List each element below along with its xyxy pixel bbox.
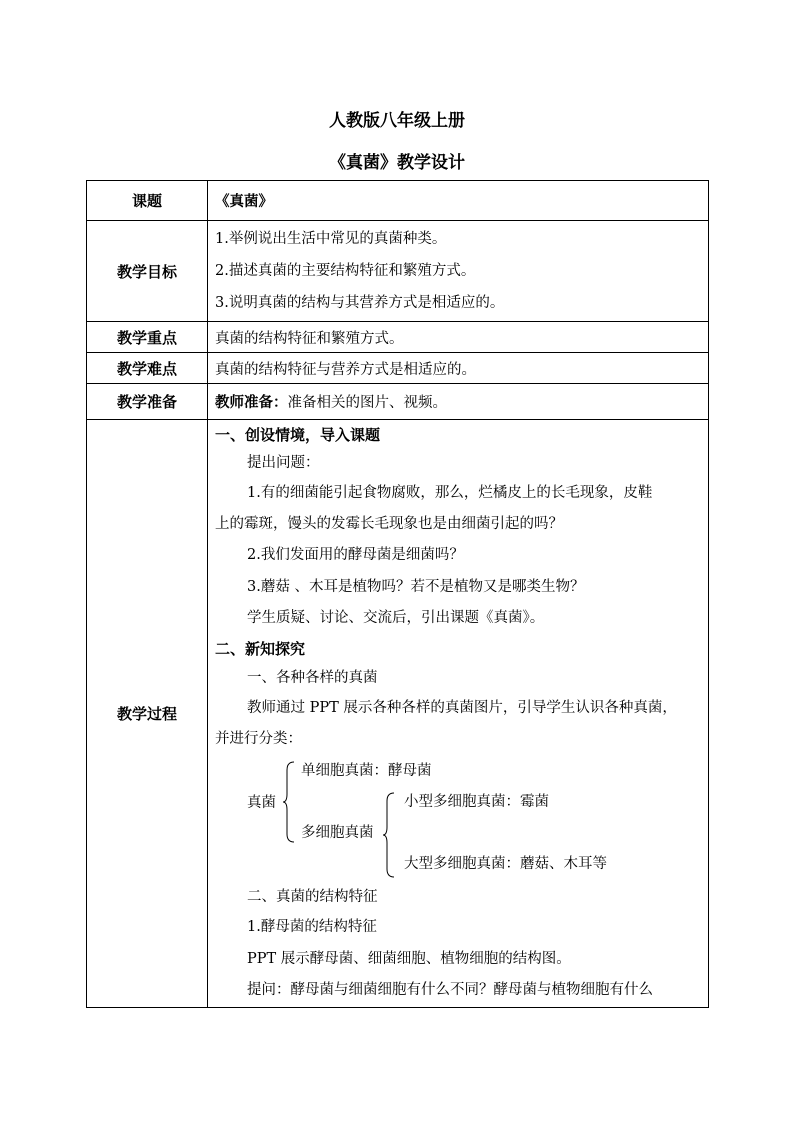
tree-small: 小型多细胞真菌：霉菌	[404, 794, 549, 810]
preparation-prefix: 教师准备：	[215, 395, 288, 411]
topic-value: 《真菌》	[208, 181, 709, 221]
row-label-preparation: 教学准备	[87, 384, 208, 420]
key-points-value: 真菌的结构特征和繁殖方式。	[208, 322, 709, 353]
tree-root: 真菌	[247, 795, 276, 811]
document-title: 人教版八年级上册	[329, 111, 465, 131]
row-label-process: 教学过程	[87, 420, 208, 1008]
preparation-value: 准备相关的图片、视频。	[287, 395, 447, 411]
row-label-key-points: 教学重点	[87, 322, 208, 353]
paragraph: 1.有的细菌能引起食物腐败，那么，烂橘皮上的长毛现象，皮鞋	[247, 485, 653, 501]
table-row-topic	[87, 181, 709, 221]
goals-cell	[208, 221, 709, 322]
paragraph: 并进行分类：	[215, 731, 302, 747]
lesson-plan-table	[86, 180, 709, 1008]
paragraph: 3.蘑菇 、木耳是植物吗？若不是植物又是哪类生物？	[247, 579, 585, 595]
subheading: 1.酵母菌的结构特征	[247, 919, 377, 935]
difficulties-value: 真菌的结构特征与营养方式是相适应的。	[208, 353, 709, 384]
row-label-difficulties: 教学难点	[87, 353, 208, 384]
paragraph: 提出问题：	[247, 455, 320, 471]
document-subtitle: 《真菌》教学设计	[329, 153, 465, 173]
brace-icon	[382, 791, 396, 879]
goal-item: 1.举例说出生活中常见的真菌种类。	[215, 231, 447, 247]
process-cell	[208, 420, 709, 1008]
preparation-cell	[208, 384, 709, 420]
table-row-preparation	[87, 384, 709, 420]
goal-item: 3.说明真菌的结构与其营养方式是相适应的。	[215, 295, 505, 311]
subheading: 一、各种各样的真菌	[247, 670, 378, 686]
section-heading: 一、创设情境，导入课题	[215, 426, 381, 444]
subheading: 二、真菌的结构特征	[247, 889, 378, 905]
row-label-goals: 教学目标	[87, 221, 208, 322]
section-heading: 二、新知探究	[215, 640, 306, 658]
table-row-difficulties	[87, 353, 709, 384]
paragraph: 上的霉斑，馒头的发霉长毛现象也是由细菌引起的吗？	[215, 516, 563, 532]
paragraph: 提问：酵母菌与细菌细胞有什么不同？酵母菌与植物细胞有什么	[247, 982, 653, 998]
table-row-goals	[87, 221, 709, 322]
tree-large: 大型多细胞真菌：蘑菇、木耳等	[404, 856, 607, 872]
brace-icon	[282, 760, 296, 844]
paragraph: 2.我们发面用的酵母菌是细菌吗？	[247, 547, 464, 563]
table-row-process	[87, 420, 709, 1008]
paragraph: 教师通过 PPT 展示各种各样的真菌图片，引导学生认识各种真菌，	[247, 700, 677, 716]
table-row-key-points	[87, 322, 709, 353]
row-label-topic: 课题	[87, 181, 208, 221]
paragraph: PPT 展示酵母菌、细菌细胞、植物细胞的结构图。	[247, 951, 571, 967]
tree-multicellular: 多细胞真菌	[301, 825, 374, 841]
tree-unicellular: 单细胞真菌：酵母菌	[301, 763, 432, 779]
goal-item: 2.描述真菌的主要结构特征和繁殖方式。	[215, 263, 476, 279]
paragraph: 学生质疑、讨论、交流后，引出课题《真菌》。	[247, 610, 545, 626]
